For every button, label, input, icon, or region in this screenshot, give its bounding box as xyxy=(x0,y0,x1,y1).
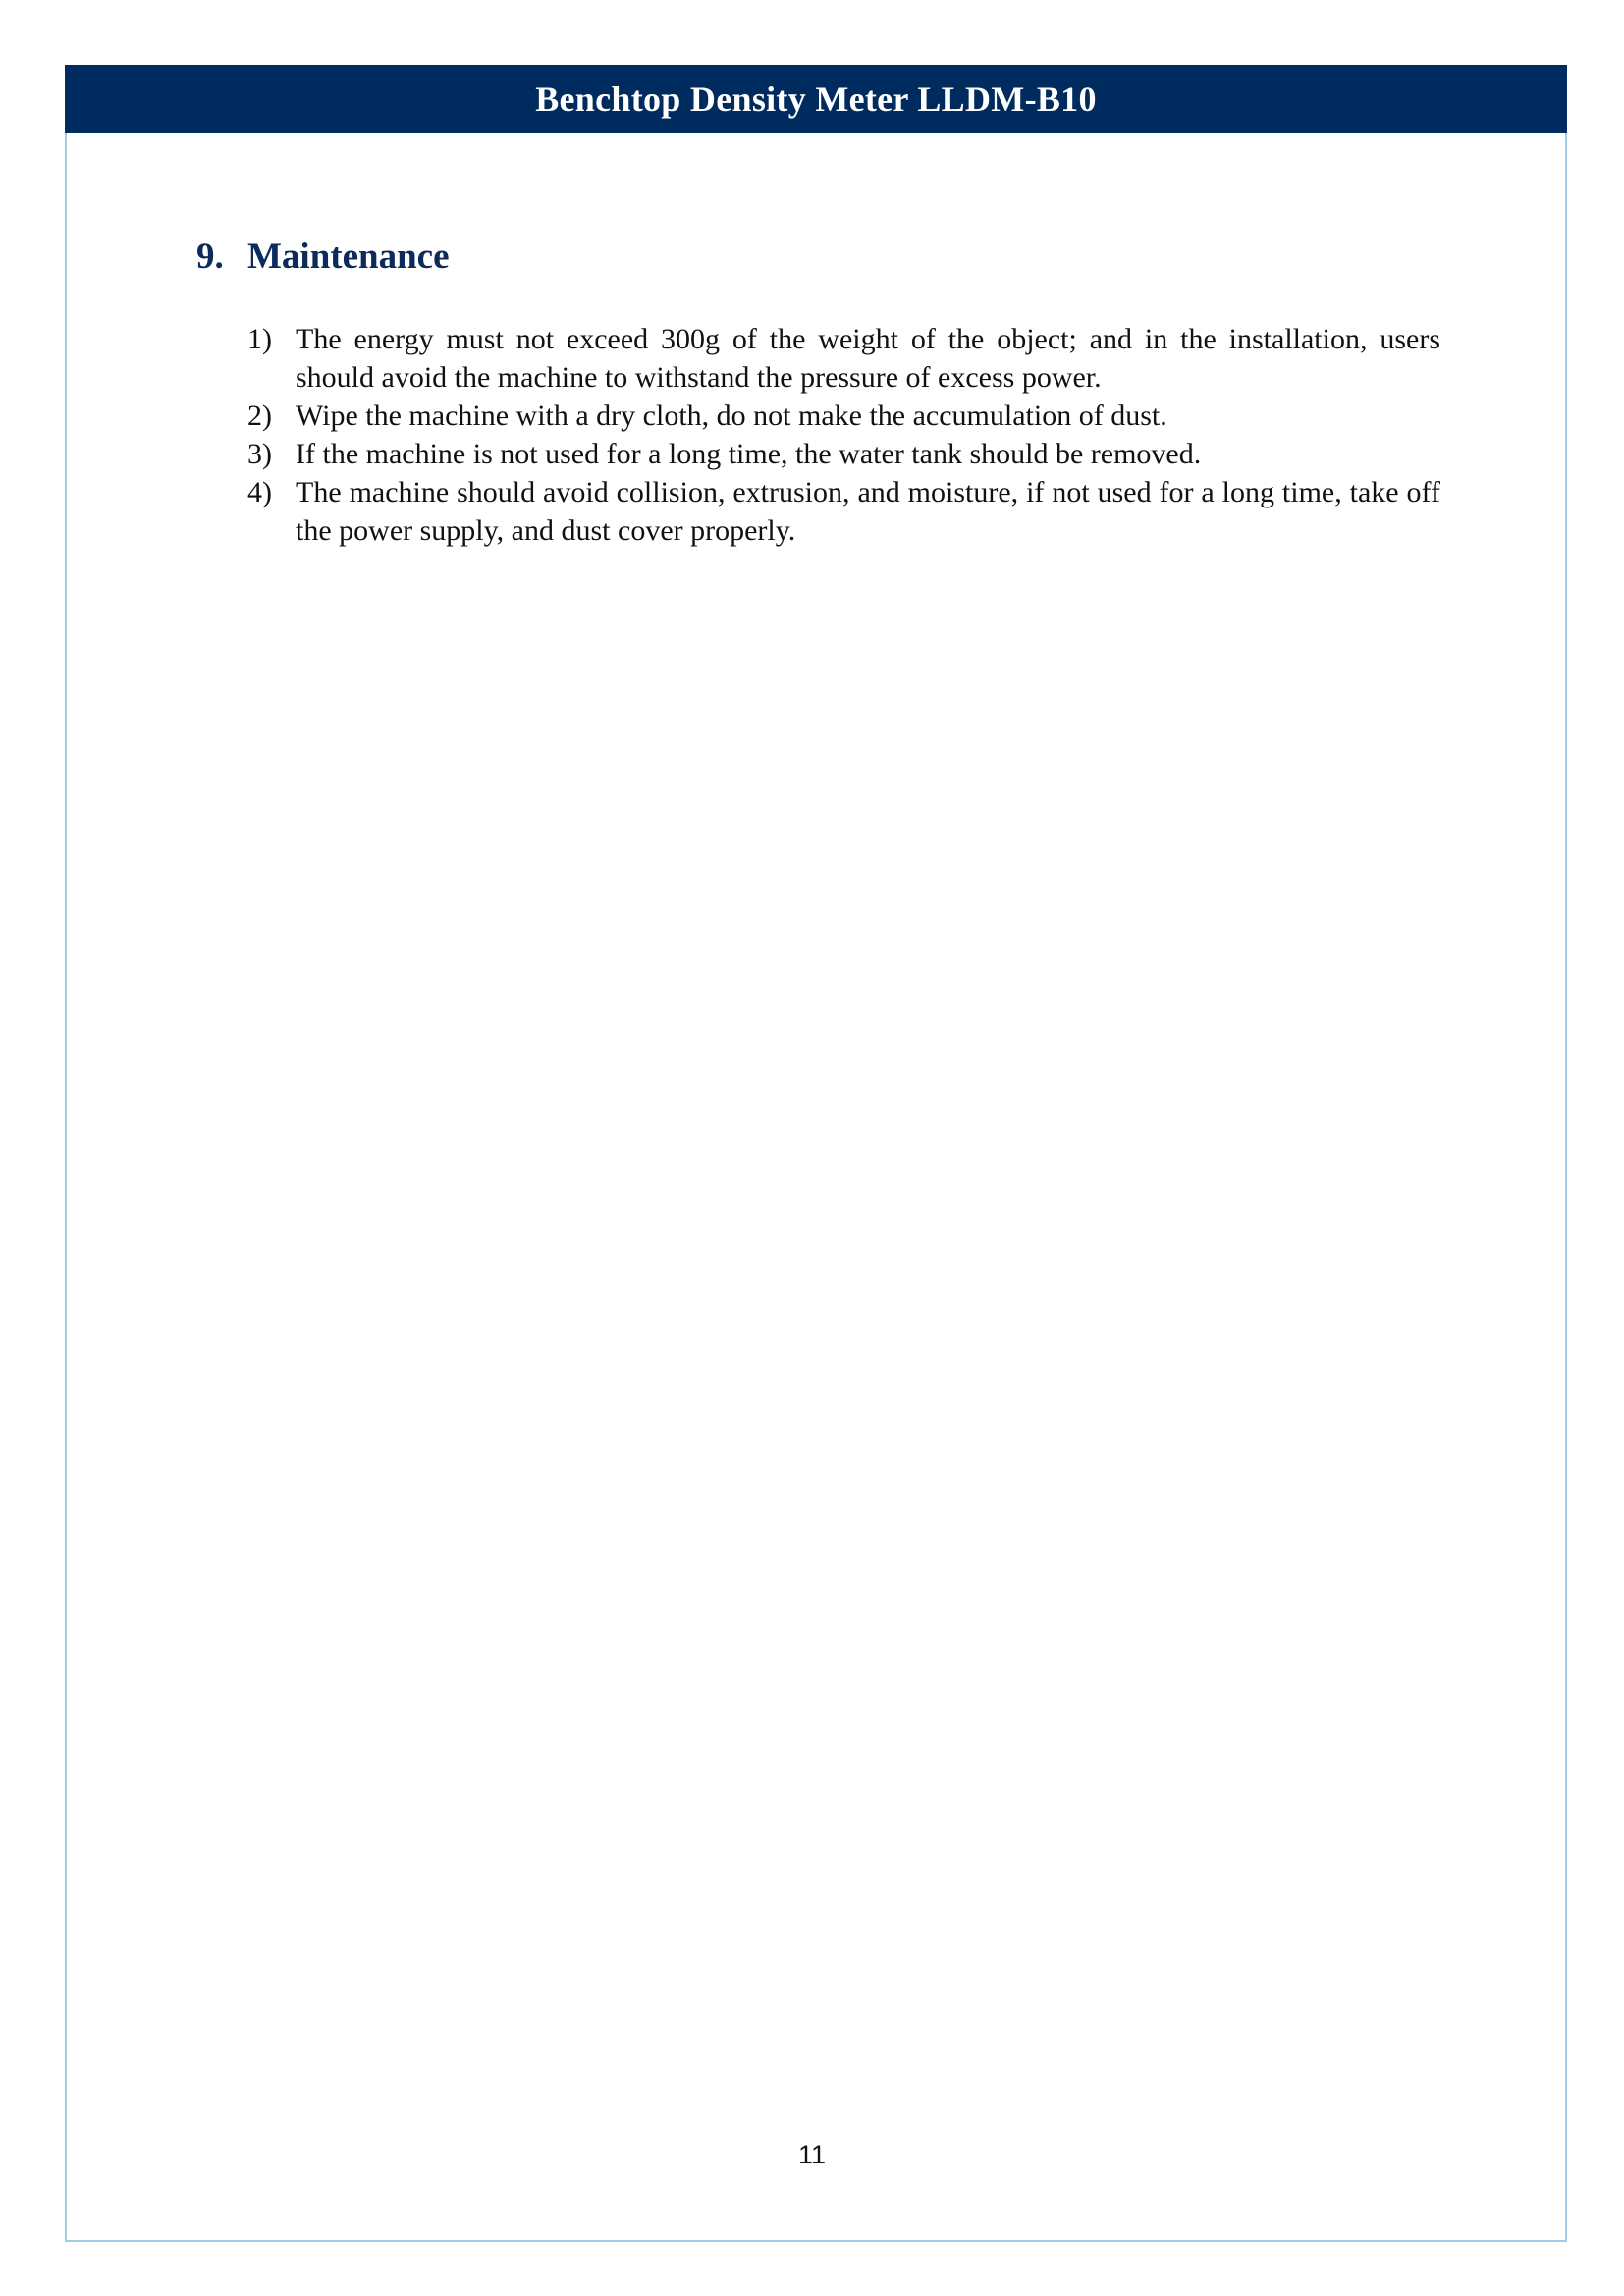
list-item-text: The machine should avoid collision, extrusion, and moisture, if not used for a long time, take off the power supply, and dust cover properly. xyxy=(296,476,1440,547)
section-heading xyxy=(196,236,450,278)
page-number: 11 xyxy=(797,2140,827,2169)
list-item-marker: 4) xyxy=(247,476,272,508)
list-item xyxy=(247,397,1440,435)
section-title: Maintenance xyxy=(247,237,450,277)
document-header xyxy=(65,65,1567,133)
list-item-marker: 1) xyxy=(247,323,272,355)
list-item xyxy=(247,473,1440,550)
maintenance-list xyxy=(247,320,1440,550)
list-item-text: The energy must not exceed 300g of the weight of the object; and in the installation, users should avoid the machine to withstand the pressure of excess power. xyxy=(296,323,1440,394)
list-item xyxy=(247,435,1440,473)
list-item-marker: 3) xyxy=(247,438,272,470)
list-item-text: Wipe the machine with a dry cloth, do not make the accumulation of dust. xyxy=(296,400,1167,432)
document-title: Benchtop Density Meter LLDM-B10 xyxy=(535,80,1097,119)
section-number: 9. xyxy=(196,237,224,277)
list-item-text: If the machine is not used for a long time, the water tank should be removed. xyxy=(296,438,1202,470)
list-item-marker: 2) xyxy=(247,400,272,432)
list-item xyxy=(247,320,1440,397)
